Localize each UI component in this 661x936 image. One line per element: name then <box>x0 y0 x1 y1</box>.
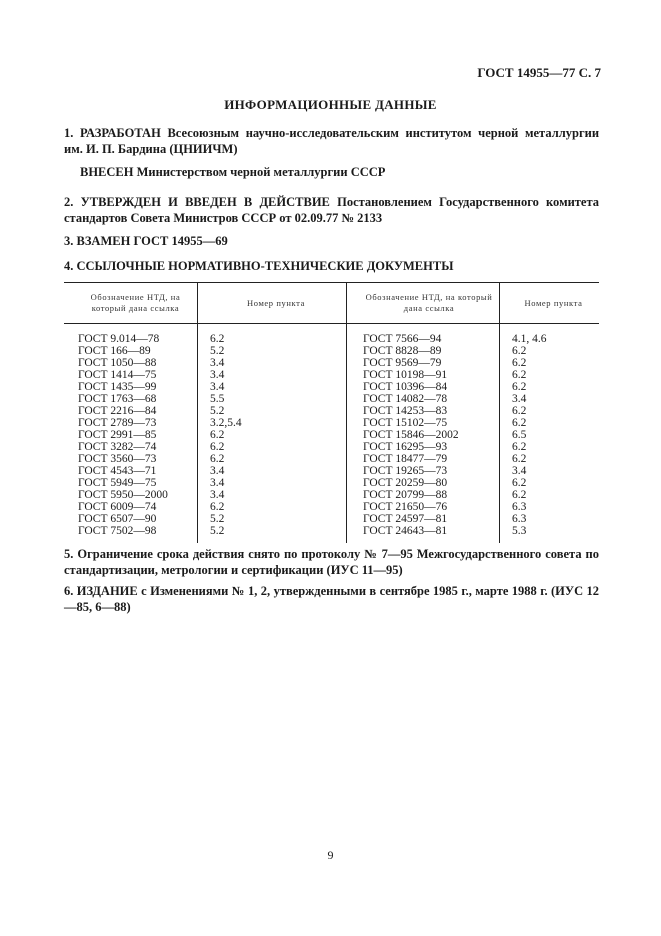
ntd-left-cell: ГОСТ 2991—85 <box>78 429 157 441</box>
ntd-right-cell: ГОСТ 14082—78 <box>347 393 500 405</box>
clause-left-cell: 3.4 <box>198 477 347 489</box>
table-row <box>64 429 599 441</box>
table-row <box>64 417 599 429</box>
document-header: ГОСТ 14955—77 С. 7 <box>477 65 601 80</box>
table-row <box>64 324 599 346</box>
section-introduced-text: Министерством черной металлургии СССР <box>136 165 386 179</box>
ntd-left-cell: ГОСТ 2789—73 <box>78 417 157 429</box>
section-introduced-label: ВНЕСЕН <box>80 165 134 179</box>
clause-left-cell: 6.2 <box>198 453 347 465</box>
table-row <box>64 393 599 405</box>
clause-left-cell: 6.2 <box>198 429 347 441</box>
clause-left-cell: 5.2 <box>198 345 347 357</box>
page-title: ИНФОРМАЦИОННЫЕ ДАННЫЕ <box>224 97 437 112</box>
clause-right-cell: 6.2 <box>500 405 600 417</box>
section-approved-label: 2. УТВЕРЖДЕН И ВВЕДЕН В ДЕЙСТВИЕ <box>64 195 330 209</box>
ntd-right-cell: ГОСТ 15846—2002 <box>347 429 500 441</box>
header-clause-left: Номер пункта <box>198 283 347 324</box>
ntd-left-cell: ГОСТ 3282—74 <box>78 441 157 453</box>
table-row <box>64 357 599 369</box>
ntd-left-cell: ГОСТ 166—89 <box>78 345 151 357</box>
table-row <box>64 489 599 501</box>
references-table <box>64 282 599 543</box>
ntd-left-cell: ГОСТ 6009—74 <box>78 501 157 513</box>
section-developed-label: 1. РАЗРАБОТАН <box>64 126 161 140</box>
ntd-right-cell: ГОСТ 20799—88 <box>347 489 500 501</box>
ntd-left-cell: ГОСТ 4543—71 <box>78 465 157 477</box>
ntd-right-cell: ГОСТ 21650—76 <box>347 501 500 513</box>
ntd-left-cell: ГОСТ 6507—90 <box>78 513 157 525</box>
ntd-right-cell: ГОСТ 24643—81 <box>347 525 500 543</box>
ntd-left-cell: ГОСТ 2216—84 <box>78 405 157 417</box>
table-row <box>64 513 599 525</box>
clause-right-cell: 6.2 <box>500 417 600 429</box>
section-replaces-label: 3. ВЗАМЕН ГОСТ 14955—69 <box>64 234 228 248</box>
section-developed <box>64 125 599 157</box>
section-edition-text: 6. ИЗДАНИЕ с Изменениями № 1, 2, утвержденными в сентябре 1985 г., марте 1988 г. (ИУС 12—85, 6—88) <box>64 584 599 614</box>
clause-right-cell: 6.3 <box>500 513 600 525</box>
clause-left-cell: 6.2 <box>198 441 347 453</box>
ntd-left-cell: ГОСТ 3560—73 <box>78 453 157 465</box>
table-body <box>64 324 599 544</box>
ntd-left-cell: ГОСТ 5950—2000 <box>78 489 168 501</box>
ntd-left-cell: ГОСТ 1050—88 <box>78 357 157 369</box>
clause-right-cell: 6.2 <box>500 441 600 453</box>
clause-left-cell: 3.4 <box>198 465 347 477</box>
section-replaces <box>64 233 599 249</box>
clause-right-cell: 6.2 <box>500 477 600 489</box>
ntd-left-cell: ГОСТ 1435—99 <box>78 381 157 393</box>
ntd-right-cell: ГОСТ 10396—84 <box>347 381 500 393</box>
clause-right-cell: 6.2 <box>500 489 600 501</box>
clause-right-cell: 4.1, 4.6 <box>500 324 600 346</box>
section-validity <box>64 546 599 578</box>
table-row <box>64 477 599 489</box>
clause-right-cell: 6.5 <box>500 429 600 441</box>
section-approved <box>64 194 599 226</box>
clause-left-cell: 5.2 <box>198 525 347 543</box>
clause-right-cell: 6.2 <box>500 453 600 465</box>
references-table-wrap <box>64 282 599 537</box>
clause-right-cell: 5.3 <box>500 525 600 543</box>
clause-right-cell: 6.2 <box>500 369 600 381</box>
clause-left-cell: 6.2 <box>198 324 347 346</box>
ntd-left-cell: ГОСТ 9.014—78 <box>78 333 160 345</box>
clause-left-cell: 5.2 <box>198 513 347 525</box>
clause-right-cell: 6.2 <box>500 345 600 357</box>
clause-left-cell: 3.4 <box>198 357 347 369</box>
section-edition <box>64 583 599 615</box>
clause-left-cell: 6.2 <box>198 501 347 513</box>
clause-right-cell: 6.3 <box>500 501 600 513</box>
table-row <box>64 501 599 513</box>
clause-left-cell: 5.2 <box>198 405 347 417</box>
table-row <box>64 381 599 393</box>
clause-left-cell: 3.4 <box>198 381 347 393</box>
clause-left-cell: 5.5 <box>198 393 347 405</box>
table-row <box>64 369 599 381</box>
header-ntd-right: Обозначение НТД, на который дана ссылка <box>347 283 500 324</box>
ntd-left-cell: ГОСТ 1763—68 <box>78 393 157 405</box>
table-row <box>64 465 599 477</box>
section-introduced <box>80 164 599 180</box>
clause-left-cell: 3.4 <box>198 369 347 381</box>
header-clause-right: Номер пункта <box>500 283 600 324</box>
section-references <box>64 258 599 274</box>
clause-right-cell: 6.2 <box>500 381 600 393</box>
header-ntd-left: Обозначение НТД, на который дана ссылка <box>64 283 198 324</box>
ntd-right-cell: ГОСТ 16295—93 <box>347 441 500 453</box>
table-row <box>64 345 599 357</box>
ntd-right-cell: ГОСТ 9569—79 <box>347 357 500 369</box>
section-validity-text: 5. Ограничение срока действия снято по протоколу № 7—95 Межгосударственного совета по стандартизации, метрологии и сертификации (ИУС 11—95) <box>64 547 599 577</box>
table-row <box>64 453 599 465</box>
clause-right-cell: 3.4 <box>500 465 600 477</box>
table-header-row <box>64 283 599 324</box>
ntd-right-cell: ГОСТ 20259—80 <box>347 477 500 489</box>
clause-left-cell: 3.4 <box>198 489 347 501</box>
ntd-left-cell: ГОСТ 1414—75 <box>78 369 157 381</box>
ntd-right-cell: ГОСТ 18477—79 <box>347 453 500 465</box>
table-row <box>64 441 599 453</box>
ntd-right-cell: ГОСТ 14253—83 <box>347 405 500 417</box>
clause-right-cell: 3.4 <box>500 393 600 405</box>
section-developed-text: Всесоюзным научно-исследовательским институтом черной металлургии им. И. П. Бардина (ЦНИИЧМ) <box>64 126 600 156</box>
ntd-right-cell: ГОСТ 15102—75 <box>347 417 500 429</box>
section-references-label: 4. ССЫЛОЧНЫЕ НОРМАТИВНО-ТЕХНИЧЕСКИЕ ДОКУМЕНТЫ <box>64 259 454 273</box>
table-row <box>64 525 599 543</box>
page-number: 9 <box>327 848 334 862</box>
ntd-left-cell: ГОСТ 5949—75 <box>78 477 157 489</box>
clause-left-cell: 3.2,5.4 <box>198 417 347 429</box>
ntd-right-cell: ГОСТ 8828—89 <box>347 345 500 357</box>
ntd-right-cell: ГОСТ 19265—73 <box>347 465 500 477</box>
table-row <box>64 405 599 417</box>
ntd-right-cell: ГОСТ 7566—94 <box>347 324 500 346</box>
ntd-right-cell: ГОСТ 24597—81 <box>347 513 500 525</box>
ntd-right-cell: ГОСТ 10198—91 <box>347 369 500 381</box>
clause-right-cell: 6.2 <box>500 357 600 369</box>
section-approved-text: Постановлением Государственного комитета стандартов Совета Министров СССР от 02.09.77 № 2133 <box>64 195 600 225</box>
ntd-left-cell: ГОСТ 7502—98 <box>78 525 157 537</box>
